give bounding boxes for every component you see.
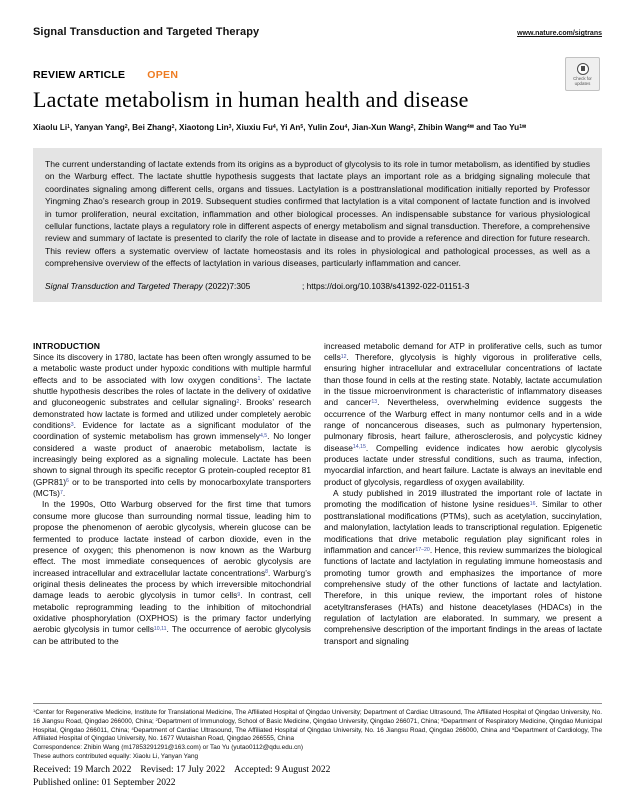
accepted-date: Accepted: 9 August 2022 — [234, 765, 331, 775]
page-title: Lactate metabolism in human health and disease — [33, 87, 469, 112]
body-paragraph: increased metabolic demand for ATP in proliferative cells, such as tumor cells$^{12}$. Therefore, glycolysis is highly vigorous in proliferative cells, ensuring higher intracellular and extracellular concentrations of lactate than those found in cells at the resting state. Notably, lactate accumulation in the tissue microenvironment is characteristic of inflammatory diseases and cancer$^{13}$. Nevertheless, overwhelming evidence suggests the occurrence of the Warburg effect in many nontumor cells and in a wide range of noncancerous diseases, such as pulmonary hypertension, pulmonary fibrosis, heart failure, atherosclerosis, and polycystic kidney disease$^{14,15}$. Compelling evidence indicates how aerobic glycolysis produces lactate under stressful conditions, such as trauma, infection, myocardial infarction, and heart failure. Lactate is always an inevitable end product of glycolysis, regardless of oxygen availability. — [324, 340, 602, 487]
abstract-box — [33, 148, 602, 302]
citation-journal: Signal Transduction and Targeted Therapy (2022)7:305 — [45, 280, 251, 291]
left-column — [33, 341, 311, 647]
introduction-heading: INTRODUCTION — [33, 340, 101, 351]
footnote-block — [33, 703, 602, 762]
open-access-label: OPEN — [147, 69, 179, 81]
history-dates-row — [33, 764, 339, 777]
body-paragraph: In the 1990s, Otto Warburg observed for the first time that tumors consume more glucose than surrounding normal tissue, leading him to propose the phenomenon of aerobic glycolysis, wherein glucose can be fermented to produce lactate instead of carbon dioxide, even in the presence of oxygen; this phenomenon is now known as the Warburg effect. The most immediate consequences of aerobic glycolysis are increased intracellular and extracellular lactate concentrations$^8$. Warburg’s original thesis delineates the process by which irreversible mitochondrial damage leads to aerobic glycolysis in tumor cells$^9$. In contrast, cell metabolic reprogramming leading to the inhibition of mitochondrial oxidative phosphorylation (OXPHOS) is the primary factor underlying aerobic glycolysis in tumor cells$^{10,11}$. The occurrence of aerobic glycolysis can be attributed to the — [33, 499, 312, 646]
affiliations-text: $^1$Center for Regenerative Medicine, Institute for Translational Medicine, The Affiliated Hospital of Qingdao University; Department of Cardiac Ultrasound, The Affiliated Hospital of Qingdao University, No. 16 Jiangsu Road, Qingdao 266000, China; $^2$Department of Immunology, School of Basic Medicine, Qingdao University, Qingdao 266071, China; $^3$Department of Respiratory Medicine, Qingdao Municipal Hospital, Qingdao 266011, China; $^4$Department of Cardiac Ultrasound, The Affiliated Hospital of Qingdao University, No. 16 Jiangsu Road, Qingdao 266000, China and $^5$Department of Cardiology, The Affiliated Hospital of Qingdao University, No. 1677 Wutaishan Road, Qingdao 266555, China — [33, 708, 602, 743]
citation-volume: (2022)7:305 — [205, 280, 251, 291]
journal-url-link[interactable]: www.nature.com/sigtrans — [517, 30, 602, 37]
abstract-text: The current understanding of lactate extends from its origins as a byproduct of glycolysis to its role in tumor metabolism, as identified by studies on the Warburg effect. The lactate shuttle hypothesis suggests that lactate plays an important role as a bridging signaling molecule that coordinates signaling among different cells, organs and tissues. Lactylation is a posttranslational modification initially reported by Professor Yingming Zhao’s research group in 2019. Subsequent studies confirmed that lactylation is a vital component of lactate function and is involved in tumor proliferation, neural excitation, inflammation and other biological processes. An indispensable substance for various physiological cellular functions, lactate plays a regulatory role in different aspects of energy metabolism and signal transduction. Therefore, a comprehensive review and summary of lactate is presented to clarify the role of lactate in disease and to provide a reference and direction for future research. This review offers a systematic overview of lactate homeostasis and its roles in physiological and pathological processes, as well as a comprehensive overview of the effects of lactylation in various diseases, particularly inflammation and cancer. — [45, 159, 591, 269]
equal-contribution-line: These authors contributed equally: Xiaolu Li, Yanyan Yang — [33, 752, 199, 760]
doi-link[interactable]: ; https://doi.org/10.1038/s41392-022-01151-3 — [302, 280, 470, 291]
journal-name: Signal Transduction and Targeted Therapy — [33, 26, 260, 38]
crossmark-icon — [577, 63, 589, 75]
body-paragraph: A study published in 2019 illustrated the important role of lactate in promoting the modification of histone lysine residues$^{16}$. Similar to other posttranslational modifications (PTMs), such as acetylation, succinylation, and malonylation, lactylation leads to transcriptional regulation. Epigenetic modifications that drive metabolic regulation play significant roles in inflammation and cancer$^{17-20}$. Hence, this review summarizes the biological functions of lactate and lactylation in regulating immune homeostasis and promoting tumor growth and emphasizes the importance of more comprehensive study of the other functions of lactate and lactylation. Therefore, in this unique review, the important roles of histone acetyltransferases (HATs) and histone deacetylases (HDACs) in the regulation of lactylation are elaborated. In summary, we present a comprehensive description of the important findings in the areas of lactate transport and signaling — [324, 488, 602, 646]
article-type-label: REVIEW ARTICLE — [33, 69, 126, 81]
author-list: Xiaolu Li$^1$, Yanyan Yang$^2$, Bei Zhang$^2$, Xiaotong Lin$^3$, Xiuxiu Fu$^4$, Yi An$^5$, Yulin Zou$^4$, Jian-Xun Wang$^2$, Zhibin Wang$^{4✉}$ and Tao $Yu^{1✉}$ — [33, 123, 527, 132]
check-for-updates-label: Check for updates — [573, 75, 592, 86]
received-date: Received: 19 March 2022 — [33, 765, 132, 775]
citation-row — [45, 281, 590, 292]
masthead — [33, 26, 602, 38]
body-paragraph: Since its discovery in 1780, lactate has been often wrongly assumed to be a metabolic waste product under hypoxic conditions with multiple harmful effects and to be associated with low oxygen conditions$^1$. The lactate shuttle hypothesis describes the roles of lactate in the delivery of oxidative and gluconeogenic substrates and cellular signaling$^2$. Brooks’ research demonstrated how lactate is formed and utilized under completely aerobic conditions$^3$. Evidence for lactate as a significant modulator of the coordination of systemic metabolism has grown immensely$^{4,5}$. No longer considered a waste product of anaerobic metabolism, lactate is increasingly being explored as a signaling molecule. Lactate has been shown to signal through its specific receptor G protein-coupled receptor 81 (GPR81)$^6$ or to be transported into cells by monocarboxylate transporters (MCTs)$^7$. — [33, 352, 312, 499]
right-column — [324, 341, 602, 647]
body-columns — [33, 341, 602, 647]
article-dates — [33, 764, 339, 789]
article-type-row — [33, 69, 602, 81]
published-date: Published online: 01 September 2022 — [33, 777, 176, 788]
correspondence-line: Correspondence: Zhibin Wang (m17853291291@163.com) or Tao Yu (yutao0112@qdu.edu.cn) — [33, 744, 303, 752]
revised-date: Revised: 17 July 2022 — [140, 765, 226, 775]
check-for-updates-button[interactable] — [565, 57, 600, 91]
